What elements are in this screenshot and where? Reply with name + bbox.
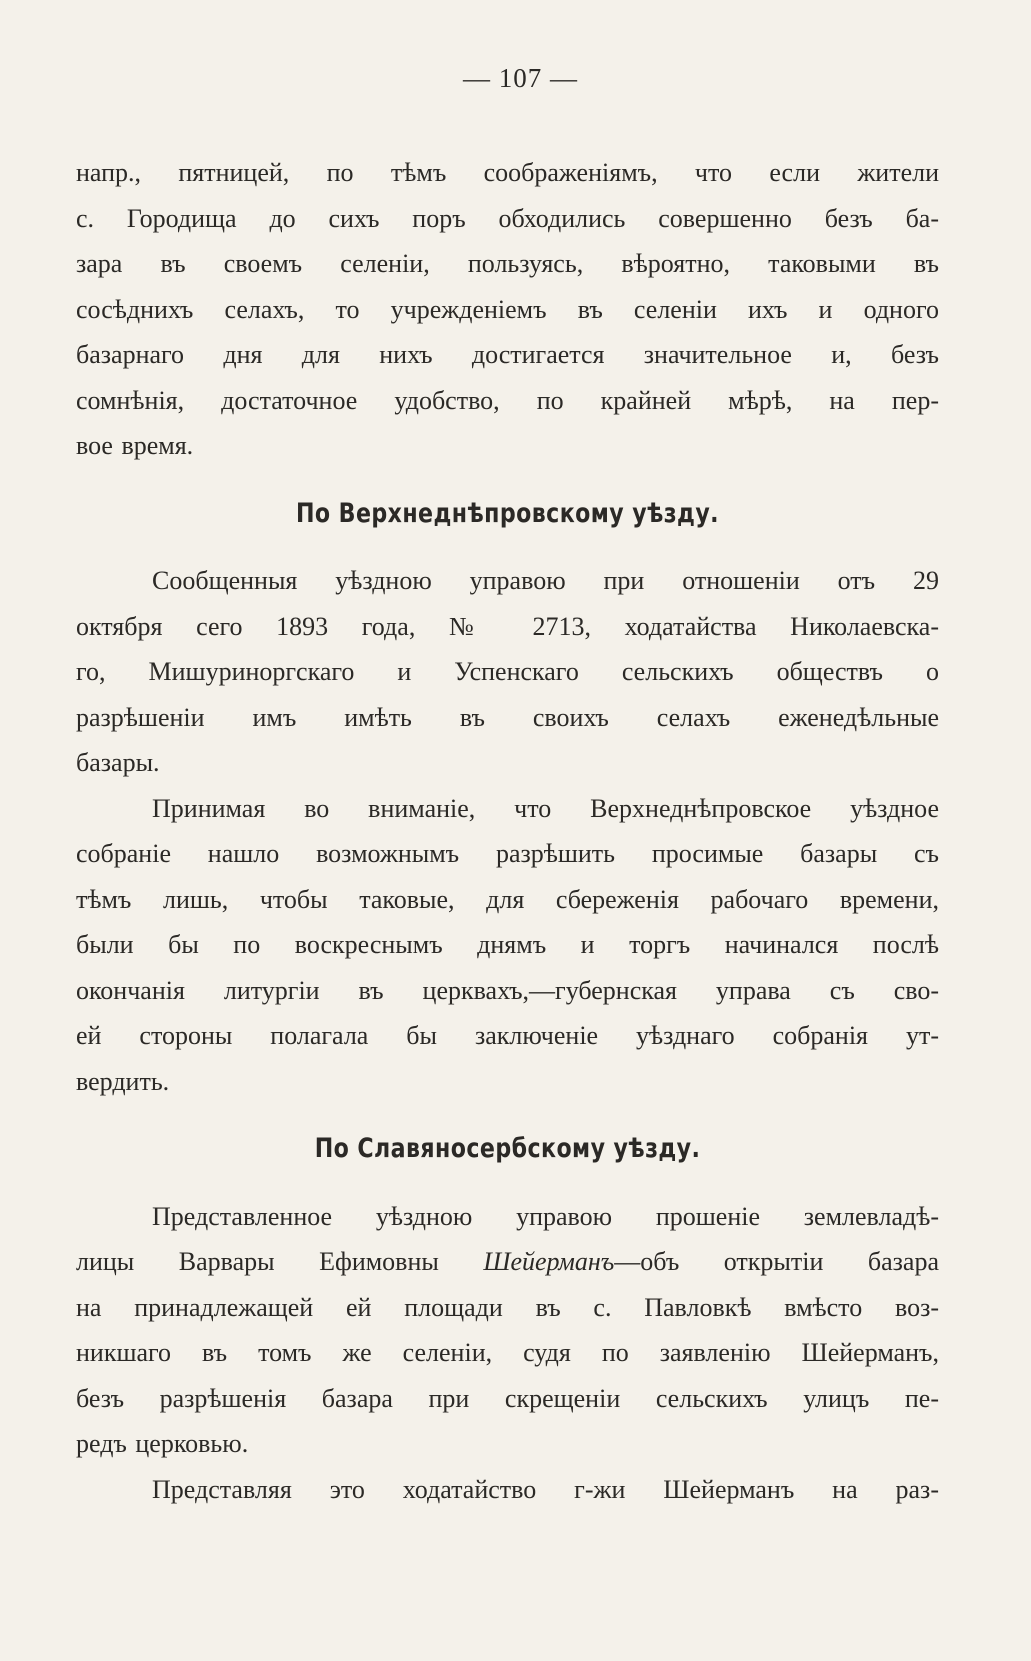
text-line: Представленное уѣздною управою прошеніе землевладѣ- (152, 1201, 939, 1231)
text-line: сомнѣнія, достаточное удобство, по крайней мѣрѣ, на пер- (76, 385, 939, 415)
text-line: с. Городища до сихъ поръ обходились совершенно безъ ба- (76, 203, 939, 233)
section-heading-slavyanoserbsky: По Славяносербскому уѣзду. (314, 1133, 701, 1164)
section-heading-verkhnedneprovsky: По Верхнеднѣпровскому уѣзду. (295, 497, 720, 529)
text-line: базары. (76, 748, 160, 777)
text-line: октября сего 1893 года, № 2713, ходатайства Николаевска- (76, 611, 939, 641)
paragraph-5 (76, 1467, 939, 1513)
text-line: вое время. (76, 431, 194, 460)
surname-italic: Шейерманъ (483, 1247, 615, 1276)
paragraph-1 (76, 150, 939, 469)
text-line: Принимая во вниманіе, что Верхнеднѣпровское уѣздное (152, 793, 939, 823)
text-line: ей стороны полагала бы заключеніе уѣзднаго собранія ут- (76, 1021, 939, 1050)
page-number: — 107 — (463, 63, 578, 93)
text-line: окончанія литургіи въ церквахъ,—губернская управа съ сво- (76, 975, 939, 1005)
text-line: сосѣднихъ селахъ, то учрежденіемъ въ селеніи ихъ и одного (76, 294, 939, 324)
text-line: на принадлежащей ей площади въ с. Павловкѣ вмѣсто воз- (76, 1292, 939, 1322)
paragraph-4 (76, 1194, 939, 1467)
text-line: Сообщенныя уѣздною управою при отношеніи отъ 29 (152, 566, 939, 595)
text-line: базарнаго дня для нихъ достигается значительное и, безъ (76, 340, 939, 369)
text-line: Представляя это ходатайство г-жи Шейерманъ на раз- (152, 1474, 939, 1504)
text-segment: лицы Варвары Ефимовны (76, 1247, 484, 1276)
text-body (76, 150, 939, 1512)
text-line: редъ церковью. (76, 1429, 249, 1458)
text-line: безъ разрѣшенія базара при скрещеніи сельскихъ улицъ пе- (76, 1383, 939, 1413)
text-line: разрѣшеніи имъ имѣть въ своихъ селахъ еженедѣльные (76, 702, 939, 732)
text-line: го, Мишуриноргскаго и Успенскаго сельскихъ обществъ о (76, 657, 939, 686)
text-line: вердить. (76, 1066, 170, 1096)
text-line: никшаго въ томъ же селеніи, судя по заявленію Шейерманъ, (76, 1338, 939, 1367)
text-segment: —объ открытіи базара (614, 1247, 939, 1276)
paragraph-3 (76, 786, 939, 1105)
text-line: тѣмъ лишь, чтобы таковые, для сбереженія рабочаго времени, (76, 884, 939, 914)
text-line: напр., пятницей, по тѣмъ соображеніямъ, что если жители (76, 158, 939, 187)
text-line: зара въ своемъ селеніи, пользуясь, вѣроятно, таковыми въ (76, 249, 939, 278)
paragraph-2 (76, 558, 939, 786)
text-line: были бы по воскреснымъ днямъ и торгъ начинался послѣ (76, 930, 939, 959)
text-line: собраніе нашло возможнымъ разрѣшить просимые базары съ (76, 839, 939, 868)
text-line (76, 1239, 939, 1285)
